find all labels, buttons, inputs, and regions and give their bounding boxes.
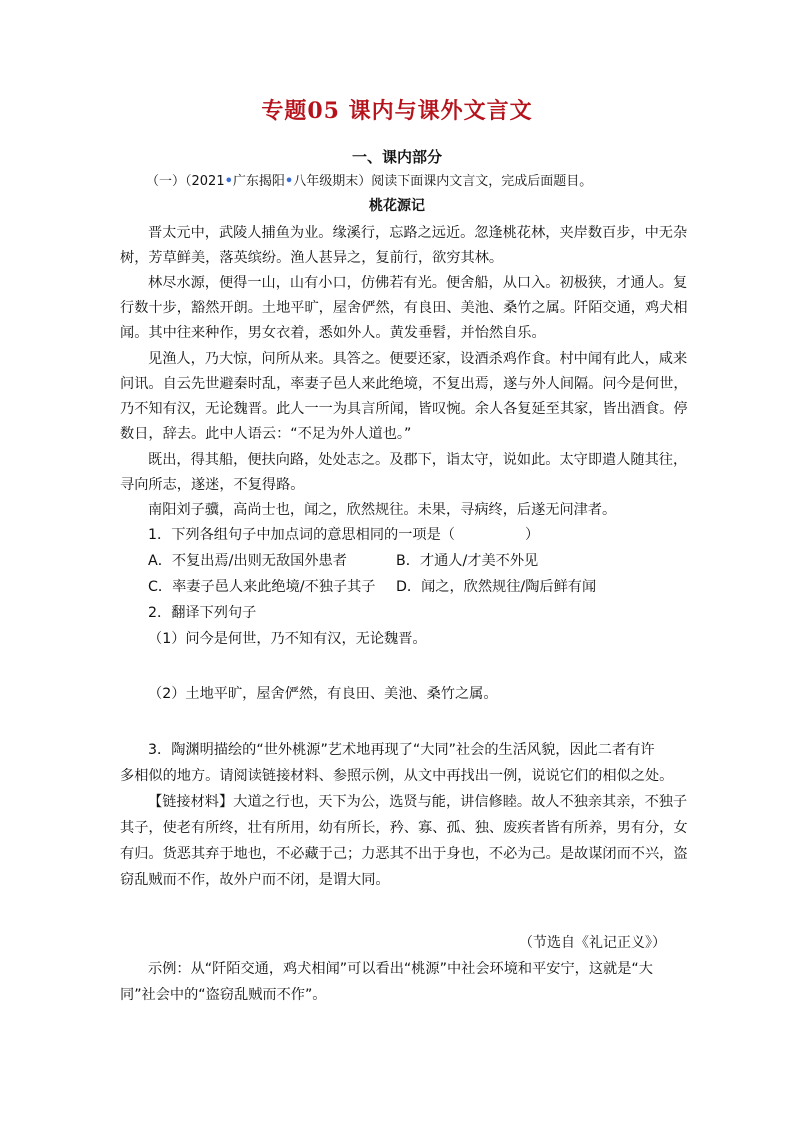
passage-title: 桃花源记 — [369, 198, 425, 214]
material-line: 有归。货恶其弃于地也，不必藏于己；力恶其不出于身也，不必为己。是故谋闭而不兴，盗 — [120, 846, 688, 862]
question-2-stem: 2．翻译下列句子 — [148, 605, 257, 621]
separator-dot-icon: • — [224, 174, 233, 189]
question-3-line: 3．陶渊明描绘的“世外桃源”艺术地再现了“大同”社会的生活风貌，因此二者有许 — [148, 742, 655, 758]
passage-line: 晋太元中，武陵人捕鱼为业。缘溪行，忘路之远近。忽逢桃花林，夹岸数百步，中无杂 — [148, 225, 688, 241]
passage-line: 行数十步，豁然开朗。土地平旷，屋舍俨然，有良田、美池、桑竹之属。阡陌交通，鸡犬相 — [120, 300, 688, 316]
passage-line: 寻向所志，遂迷，不复得路。 — [120, 477, 305, 493]
passage-line: 闻。其中往来种作，男女衣着，悉如外人。黄发垂髫，并怡然自乐。 — [120, 325, 546, 341]
example-line: 同”社会中的“盗窃乱贼而不作”。 — [120, 987, 327, 1003]
question-1-close: ） — [524, 527, 540, 543]
option-d: D．闻之，欣然规往/陶后鲜有闻 — [396, 579, 597, 595]
passage-line: 树，芳草鲜美，落英缤纷。渔人甚异之，复前行，欲穷其林。 — [120, 250, 504, 266]
question-2-sentence-1: （1）问今是何世，乃不知有汉，无论魏晋。 — [148, 631, 427, 647]
option-c: C．率妻子邑人来此绝境/不独子其子 — [148, 579, 376, 595]
passage-line: 既出，得其船，便扶向路，处处志之。及郡下，诣太守，说如此。太守即遣人随其往， — [148, 452, 688, 468]
material-line: 窃乱贼而不作，故外户而不闭，是谓大同。 — [120, 872, 390, 888]
passage-line: 见渔人，乃大惊，问所从来。具答之。便要还家，设酒杀鸡作食。村中闻有此人，咸来 — [148, 351, 688, 367]
material-line: 其子，使老有所终，壮有所用，幼有所长，矜、寡、孤、独、废疾者皆有所养，男有分，女 — [120, 820, 688, 836]
intro-prefix: （一）（2021 — [146, 174, 225, 189]
intro-exam: 八年级期末）阅读下面课内文言文，完成后面题目。 — [293, 174, 593, 189]
option-a: A．不复出焉/出则无敌国外患者 — [148, 553, 347, 569]
material-source: （节选自《礼记正义》） — [519, 935, 666, 951]
passage-line: 数日，辞去。此中人语云：“不足为外人道也。” — [120, 426, 412, 442]
question-intro — [146, 170, 592, 189]
page-title: 专题05 课内与课外文言文 — [261, 98, 533, 124]
passage-line: 乃不知有汉，无论魏晋。此人一一为具言所闻，皆叹惋。余人各复延至其家，皆出酒食。停 — [120, 401, 688, 417]
section-heading: 一、课内部分 — [351, 148, 442, 166]
passage-line: 南阳刘子骥，高尚士也，闻之，欣然规往。未果，寻病终，后遂无问津者。 — [148, 502, 617, 518]
question-1-text: 1．下列各组句子中加点词的意思相同的一项是（ — [148, 527, 455, 543]
separator-dot-icon: • — [284, 174, 294, 189]
passage-line: 问讯。自云先世避秦时乱，率妻子邑人来此绝境，不复出焉，遂与外人间隔。问今是何世， — [120, 376, 688, 392]
question-2-sentence-2: （2）土地平旷，屋舍俨然，有良田、美池、桑竹之属。 — [148, 686, 498, 702]
question-3-line: 多相似的地方。请阅读链接材料、参照示例，从文中再找出一例，说说它们的相似之处。 — [120, 768, 674, 784]
option-b: B．才通人/才美不外见 — [396, 553, 539, 569]
question-1-stem — [148, 524, 539, 544]
example-line: 示例：从“阡陌交通，鸡犬相闻”可以看出“桃源”中社会环境和平安宁，这就是“大 — [148, 961, 653, 977]
passage-line: 林尽水源，便得一山，山有小口，仿佛若有光。便舍船，从口入。初极狭，才通人。复 — [148, 275, 688, 291]
intro-place: 广东揭阳 — [232, 174, 285, 189]
material-line: 【链接材料】大道之行也，天下为公，选贤与能，讲信修睦。故人不独亲其亲，不独子 — [148, 794, 688, 810]
